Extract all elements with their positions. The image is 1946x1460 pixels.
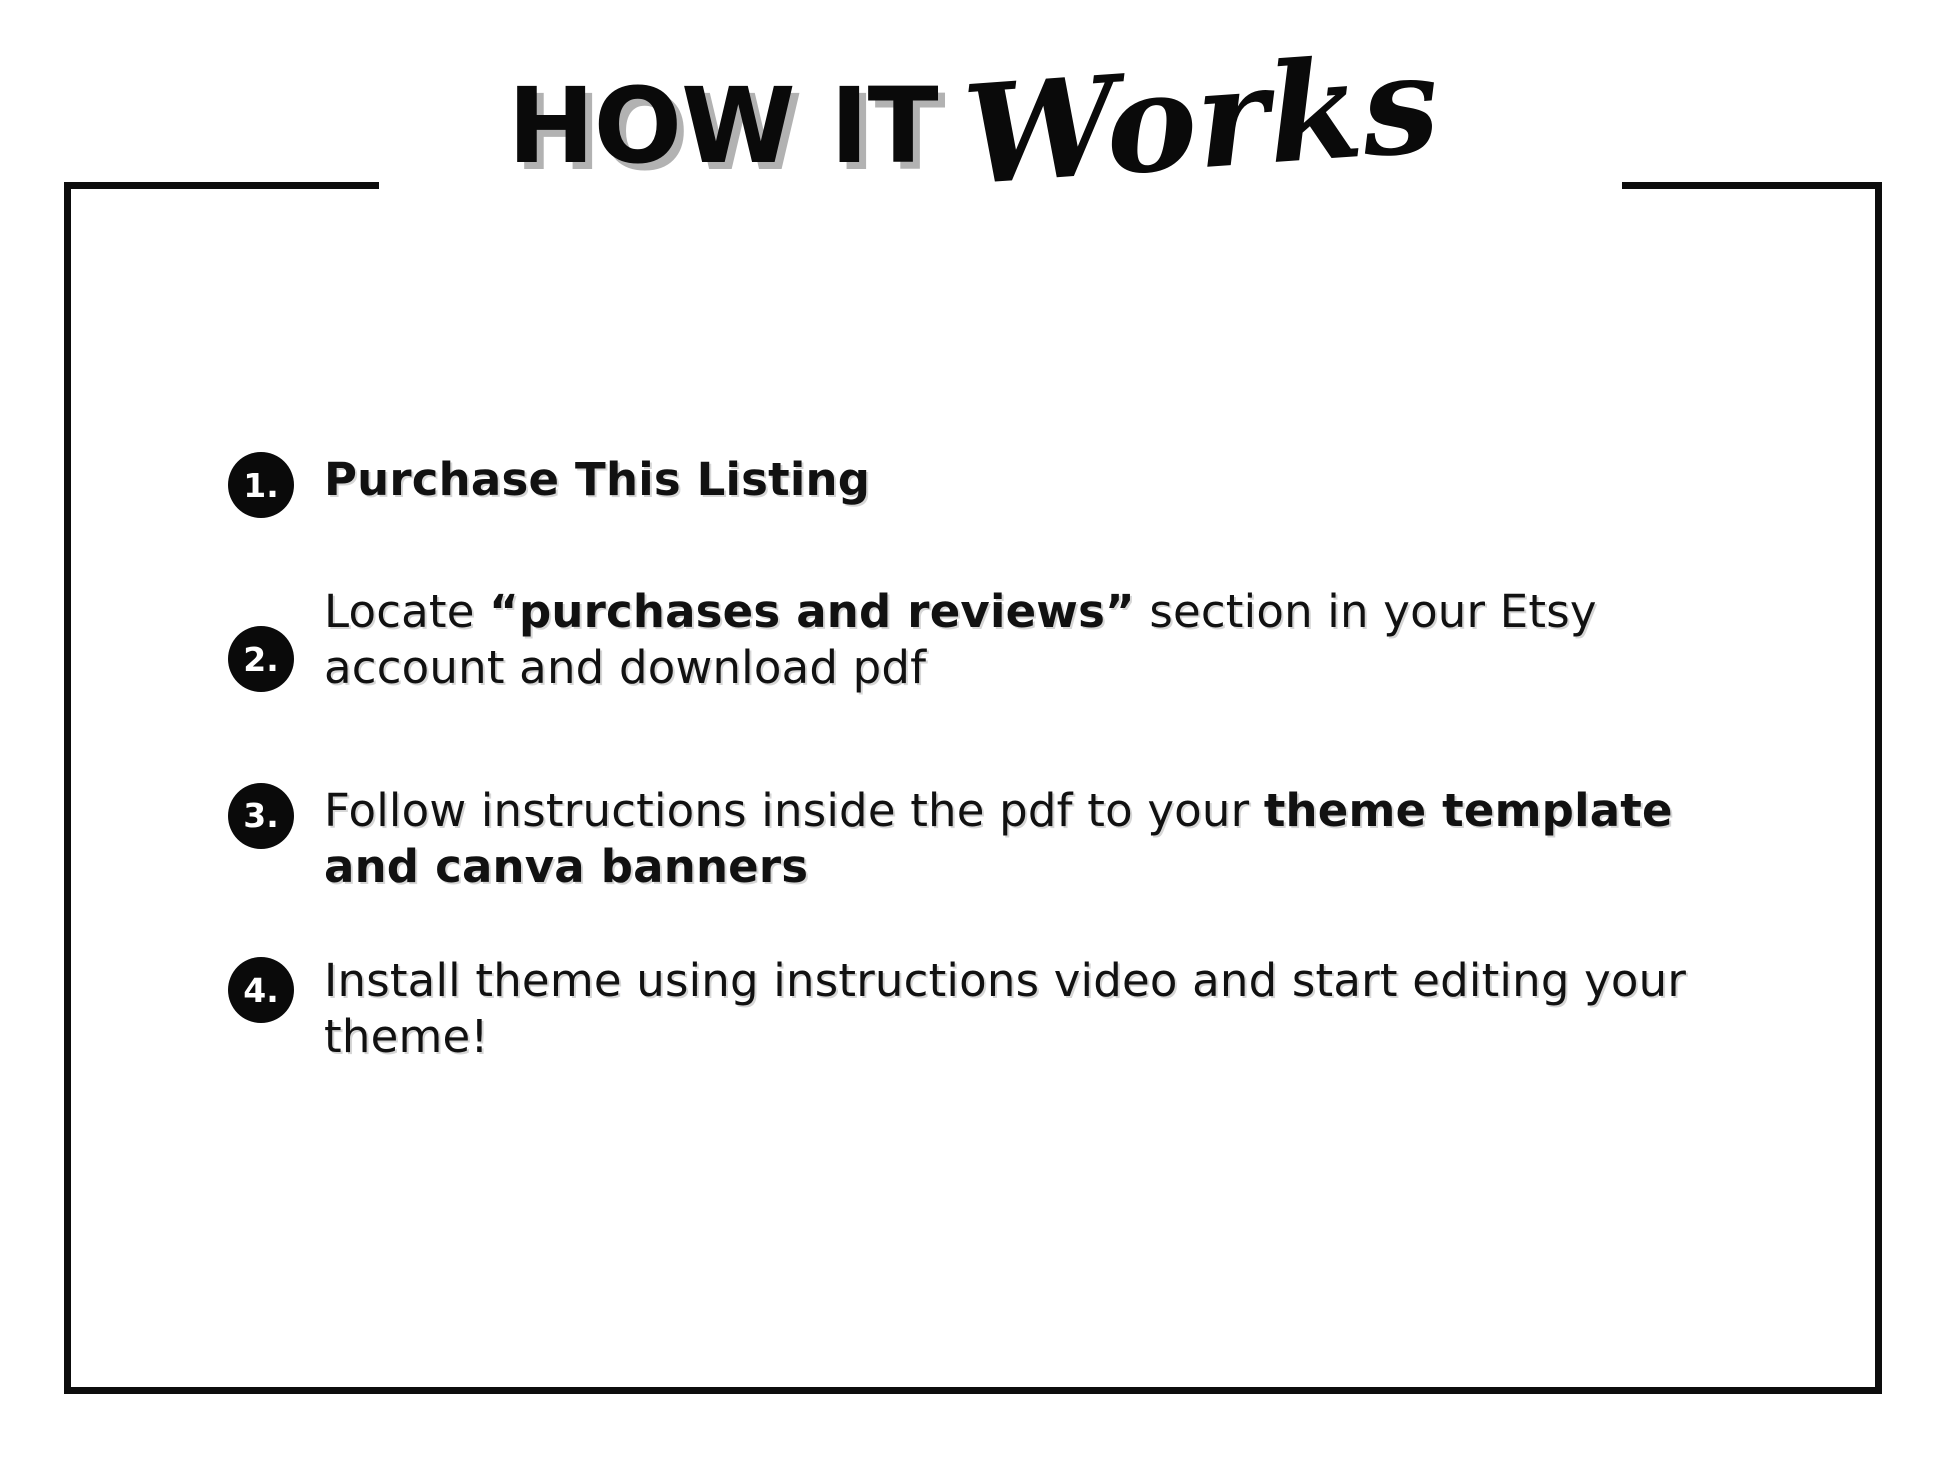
step-number-badge: 4. (228, 957, 294, 1023)
page-title-script: Works (958, 23, 1444, 217)
page-title-main: HOW IT (507, 65, 938, 187)
step-text: Purchase This Listing (324, 453, 871, 506)
steps-list (228, 452, 1728, 1128)
list-item (228, 953, 1728, 1066)
frame-bottom-line (64, 1387, 1882, 1394)
step-text: Follow instructions inside the pdf to your theme template and canva banners (324, 783, 1673, 893)
list-item (228, 783, 1728, 896)
frame-left-line (64, 182, 71, 1394)
step-text: Install theme using instructions video and start editing your theme! (324, 954, 1687, 1064)
step-number-badge: 3. (228, 783, 294, 849)
frame-right-line (1875, 182, 1882, 1394)
page-title (0, 23, 1946, 217)
step-text: Locate “purchases and reviews” section in your Etsy account and download pdf (324, 585, 1597, 695)
list-item (228, 452, 1728, 518)
step-number-badge: 2. (228, 626, 294, 692)
step-number-badge: 1. (228, 452, 294, 518)
list-item (228, 584, 1728, 697)
